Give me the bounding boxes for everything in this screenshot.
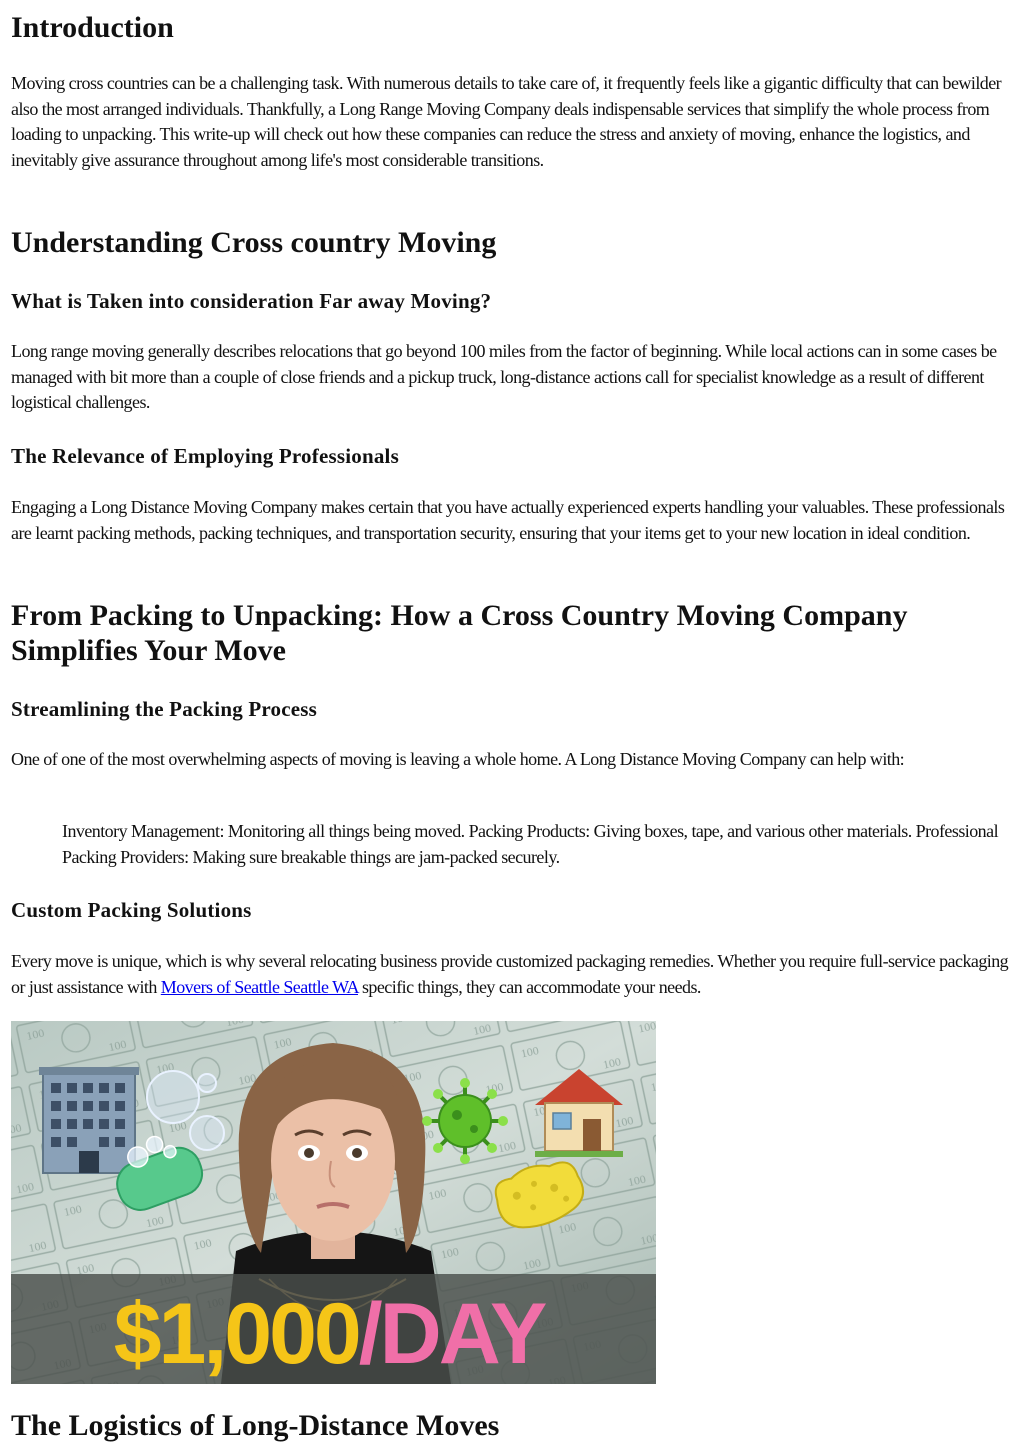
custom-paragraph bbox=[11, 949, 1013, 1000]
hero-caption bbox=[114, 1286, 546, 1382]
streamlining-paragraph: One of one of the most overwhelming aspects of moving is leaving a whole home. A Long Distance Moving Company can help with: bbox=[11, 749, 905, 769]
intro-paragraph: Moving cross countries can be a challenging task. With numerous details to take care of, it frequently feels like a gigantic difficulty that can bewilder also the most arranged individuals. Thankfully, a Long Range Moving Company deals indispensable services that simplify the whole process from loading to unpacking. This write-up will check out how these companies can reduce the stress and anxiety of moving, enhance the logistics, and inevitably give assurance throughout among life's most considerable transitions. bbox=[11, 73, 1002, 170]
streamlining-list: Inventory Management: Monitoring all things being moved. Packing Products: Giving boxes, tape, and various other materials. Professional Packing Providers: Making sure breakable things are jam-packed securely. bbox=[62, 821, 999, 867]
relevance-paragraph: Engaging a Long Distance Moving Company makes certain that you have actually experienced experts handling your valuables. These professionals are learnt packing methods, packing techniques, and transportation security, ensuring that your items get to your new location in ideal condition. bbox=[11, 497, 1005, 543]
virus-icon bbox=[422, 1078, 508, 1164]
what-paragraph: Long range moving generally describes relocations that go beyond 100 miles from the factor of beginning. While local actions can in some cases be managed with bit more than a couple of close friends and a pickup truck, long-distance actions call for specialist knowledge as a result of different logistical challenges. bbox=[11, 341, 997, 412]
custom-heading: Custom Packing Solutions bbox=[11, 898, 252, 922]
understanding-heading: Understanding Cross country Moving bbox=[11, 226, 497, 259]
what-heading: What is Taken into consideration Far away Moving? bbox=[11, 289, 492, 313]
caption-dollar-part: $1,000 bbox=[113, 1286, 359, 1382]
streamlining-heading: Streamlining the Packing Process bbox=[11, 697, 318, 721]
custom-text-before: Every move is unique, which is why several relocating business provide customized packaging remedies. Whether you require full-service packaging or just assistance with bbox=[11, 951, 1009, 997]
logistics-heading: The Logistics of Long-Distance Moves bbox=[11, 1409, 500, 1442]
custom-text-after: specific things, they can accommodate your needs. bbox=[358, 976, 701, 997]
movers-seattle-link[interactable]: Movers of Seattle Seattle WA bbox=[160, 976, 359, 997]
hero-image bbox=[11, 1021, 656, 1384]
relevance-heading: The Relevance of Employing Professionals bbox=[11, 444, 399, 468]
packing-heading: From Packing to Unpacking: How a Cross Country Moving Company Simplifies Your Move bbox=[11, 599, 908, 667]
caption-day-part: /DAY bbox=[358, 1286, 545, 1382]
intro-heading: Introduction bbox=[11, 11, 174, 44]
office-building-icon bbox=[39, 1067, 139, 1173]
